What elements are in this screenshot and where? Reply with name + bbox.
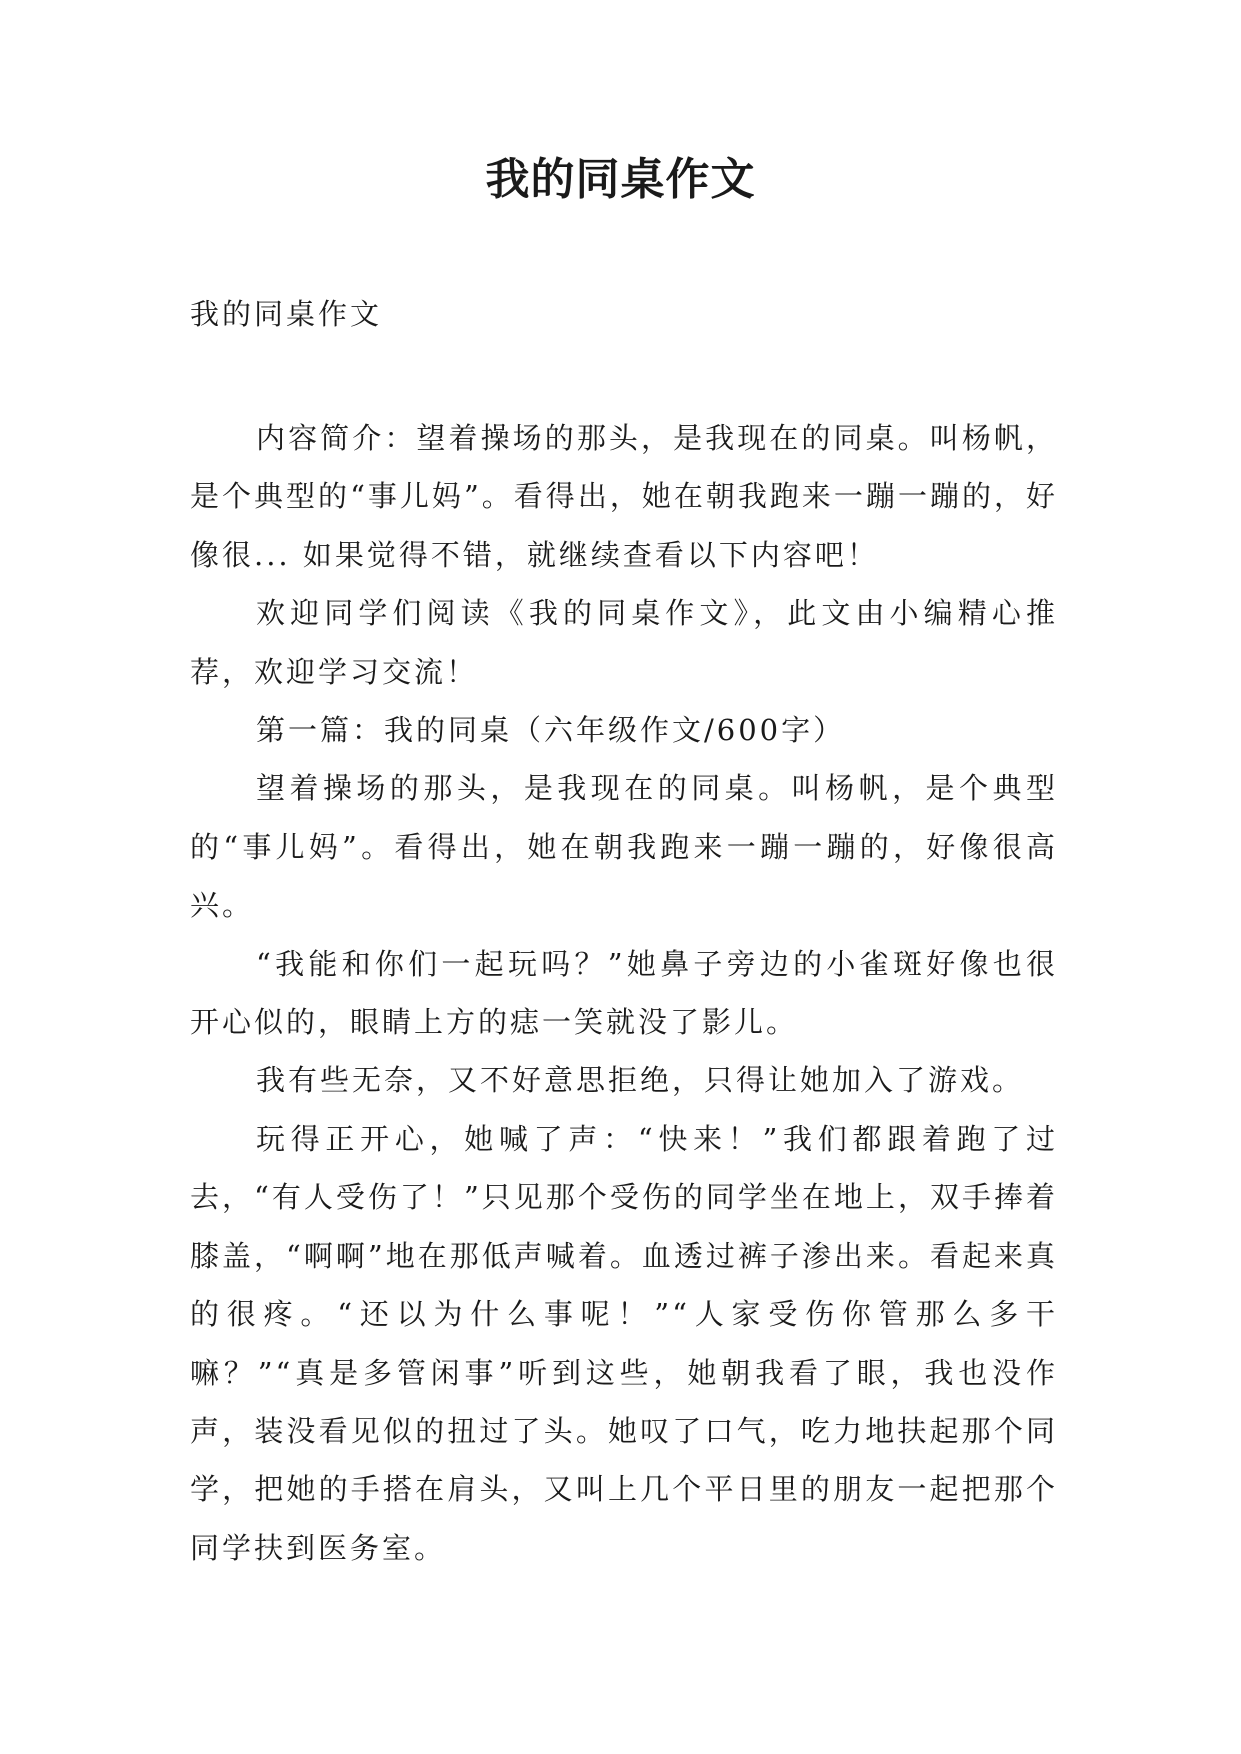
paragraph-body: “我能和你们一起玩吗？”她鼻子旁边的小雀斑好像也很开心似的，眼睛上方的痣一笑就没了影儿。 (190, 946, 1058, 1040)
paragraph-summary: 内容简介：望着操场的那头，是我现在的同桌。叫杨帆，是个典型的“事儿妈”。看得出，她在朝我跑来一蹦一蹦的，好像很... 如果觉得不错，就继续查看以下内容吧！ (190, 421, 1058, 572)
document-subtitle: 我的同桌作文 (190, 297, 383, 331)
document-title: 我的同桌作文 (485, 154, 756, 205)
paragraph-body: 我有些无奈，又不好意思拒绝，只得让她加入了游戏。 (256, 1063, 1025, 1098)
document-body (190, 409, 1058, 1577)
paragraph-welcome: 欢迎同学们阅读《我的同桌作文》，此文由小编精心推荐，欢迎学习交流！ (190, 596, 1058, 689)
paragraph-body: 望着操场的那头，是我现在的同桌。叫杨帆，是个典型的“事儿妈”。看得出，她在朝我跑来一蹦一蹦的，好像很高兴。 (190, 771, 1058, 923)
paragraph-body: 玩得正开心，她喊了声：“快来！”我们都跟着跑了过去，“有人受伤了！”只见那个受伤的同学坐在地上，双手捧着膝盖，“啊啊”地在那低声喊着。血透过裤子渗出来。看起来真的很疼。“还以为什么事呢！”“人家受伤你管那么多干嘛？”“真是多管闲事”听到这些，她朝我看了眼，我也没作声，装没看见似的扭过了头。她叹了口气，吃力地扶起那个同学，把她的手搭在肩头，又叫上几个平日里的朋友一起把那个同学扶到医务室。 (190, 1121, 1058, 1565)
paragraph-section-heading: 第一篇：我的同桌（六年级作文/600字） (256, 713, 846, 748)
